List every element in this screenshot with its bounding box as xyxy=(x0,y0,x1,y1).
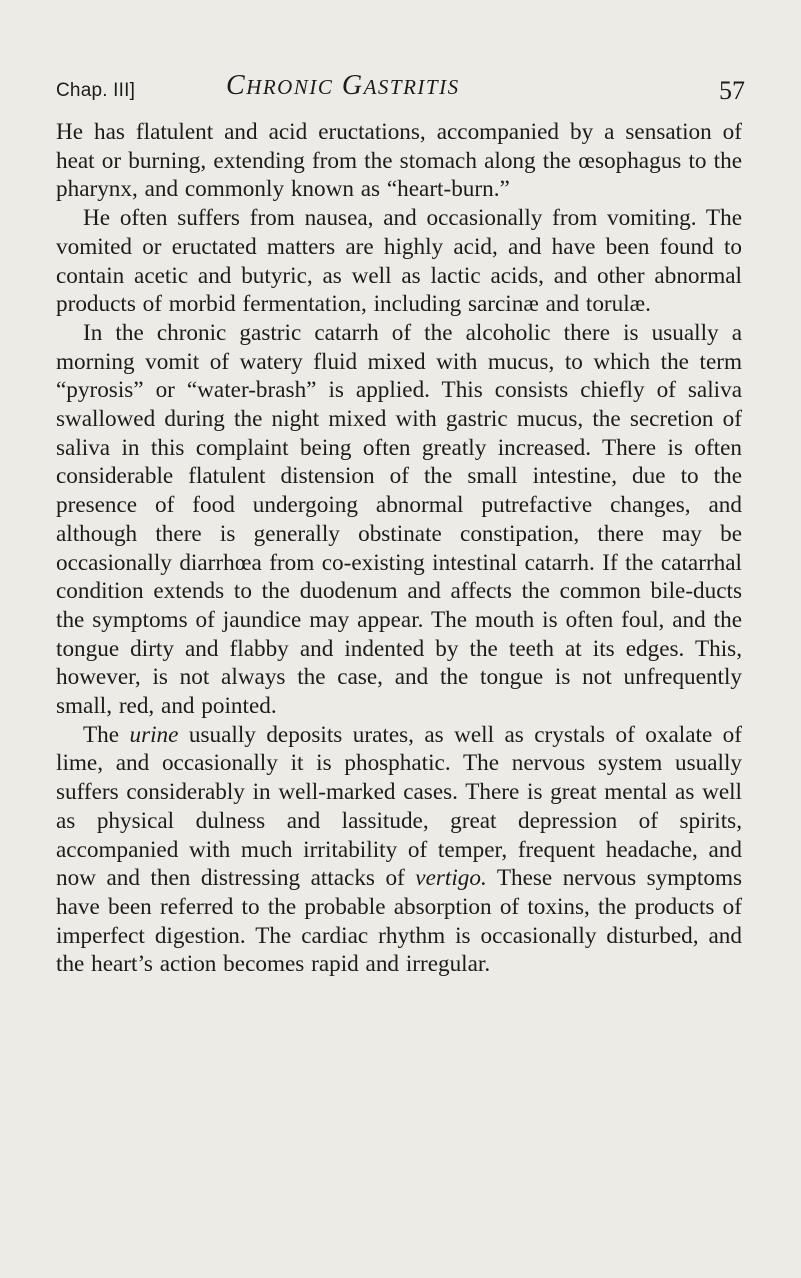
paragraph xyxy=(56,204,742,319)
emphasis-text: vertigo. xyxy=(415,865,487,892)
title-rest-2: ASTRITIS xyxy=(363,75,460,99)
running-header xyxy=(56,70,749,114)
title-initial-2: G xyxy=(341,70,364,101)
paragraph-text: He often suffers from nausea, and occasionally from vomiting. The vomited or eructated matters are highly acid, and have been found to contain acetic and butyric, as well as lactic acids, and other abnormal products of morbid fermentation, including sarcinæ and torulæ. xyxy=(56,205,742,318)
paragraph-text: The xyxy=(83,721,130,748)
title-initial-1: C xyxy=(226,70,247,101)
paragraph-text: usually deposits urates, as well as crystals of oxalate of lime, and occasionally it is phosphatic. The nervous system usually suffers considerably in well-marked cases. There is great mental as well as physical dulness and lassitude, great depression of spirits, accompanied with much irritability of temper, frequent headache, and now and then distressing attacks of xyxy=(56,721,742,892)
running-title xyxy=(226,70,460,102)
emphasis-text: urine xyxy=(129,721,179,748)
paragraph-text: In the chronic gastric catarrh of the alcoholic there is usually a morning vomit of watery fluid mixed with mucus, to which the term “pyrosis” or “water-brash” is applied. This consists chiefly of saliva swallowed during the night mixed with gastric mucus, the secretion of saliva in this complaint being often greatly increased. There is often considerable flatulent distension of the small intestine, due to the presence of food undergoing abnormal putrefactive changes, and although there is generally obstinate constipation, there may be occasionally diarrhœa from co-existing intestinal catarrh. If the catarrhal condition extends to the duodenum and affects the common bile-ducts the symptoms of jaundice may appear. The mouth is often foul, and the tongue dirty and flabby and indented by the teeth at its edges. This, however, is not always the case, and the tongue is not unfrequently small, red, and pointed. xyxy=(56,319,742,720)
paragraph xyxy=(56,721,742,979)
paragraph xyxy=(56,319,742,721)
paragraph-text: These nervous symptoms have been referred to the probable absorption of toxins, the products of imperfect digestion. The cardiac rhythm is occasionally disturbed, and the heart’s action becomes rapid and irregular. xyxy=(56,865,742,978)
chapter-label: Chap. III] xyxy=(56,80,136,101)
paragraph-text: He has flatulent and acid eructations, accompanied by a sensation of heat or burning, extending from the stomach along the œsophagus to the pharynx, and commonly known as “heart-burn.” xyxy=(56,119,742,203)
body-text xyxy=(56,118,742,979)
paragraph xyxy=(56,118,742,204)
title-rest-1: HRONIC xyxy=(246,75,334,99)
page-number: 57 xyxy=(719,76,745,105)
